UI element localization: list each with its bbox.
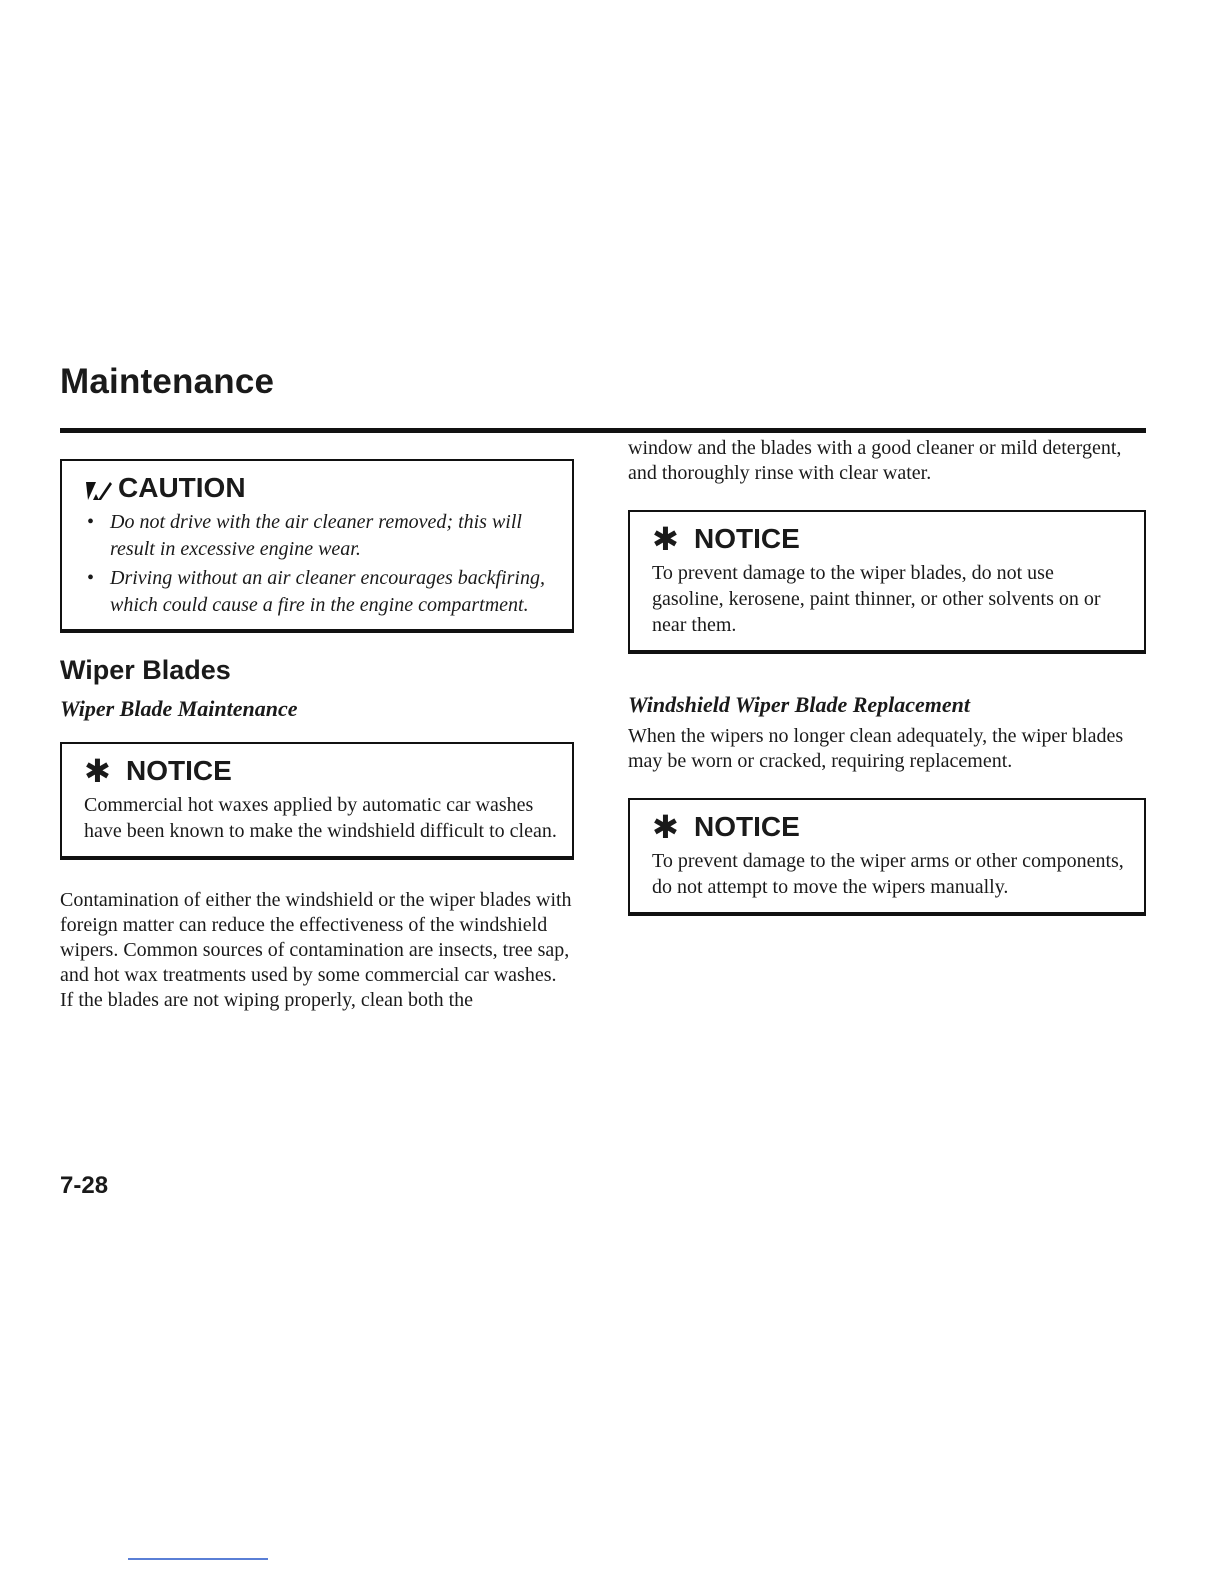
notice-heading-label: NOTICE: [694, 811, 800, 842]
continuation-paragraph: window and the blades with a good cleaner or mild detergent, and thoroughly rinse with clear water.: [628, 437, 1122, 484]
notice-heading-label: NOTICE: [694, 523, 800, 554]
caution-list: [84, 509, 558, 619]
asterisk-notice-icon: ✱: [652, 520, 679, 558]
asterisk-notice-icon: ✱: [652, 808, 679, 846]
subheading-wiper-blade-maintenance: Wiper Blade Maintenance: [60, 696, 298, 721]
contamination-paragraph: Contamination of either the windshield or the wiper blades with foreign matter can reduce the effectiveness of the windshield wipers. Common sources of contamination are insects, tree sap, and hot wax treatments used by some commercial car washes. If the blades are not wiping properly, clean both the: [60, 889, 572, 1011]
bottom-rule: [128, 1558, 268, 1560]
notice-box-hot-wax: [60, 742, 574, 860]
caution-item: [84, 509, 558, 563]
notice-heading: [84, 754, 558, 788]
notice-heading-label: NOTICE: [126, 755, 232, 786]
page-title: Maintenance: [60, 362, 275, 401]
notice-text: To prevent damage to the wiper arms or other components, do not attempt to move the wipers manually.: [652, 850, 1124, 898]
caution-item-text: Driving without an air cleaner encourages backfiring, which could cause a fire in the engine compartment.: [110, 567, 545, 616]
notice-box-wiper-arms: [628, 798, 1146, 916]
caution-box: [60, 459, 574, 633]
bullet-icon: •: [87, 567, 95, 589]
notice-box-solvents: [628, 510, 1146, 654]
replacement-paragraph: When the wipers no longer clean adequately, the wiper blades may be worn or cracked, requiring replacement.: [628, 725, 1124, 772]
subheading-wiper-blade-replacement: Windshield Wiper Blade Replacement: [628, 692, 971, 717]
notice-heading: [652, 522, 1130, 556]
notice-heading: [652, 810, 1130, 844]
caution-item: [84, 565, 558, 619]
asterisk-notice-icon: ✱: [84, 752, 111, 790]
right-column: [628, 437, 1146, 916]
notice-text: Commercial hot waxes applied by automatic car washes have been known to make the windshield difficult to clean.: [84, 794, 557, 842]
bullet-icon: •: [87, 511, 95, 533]
notice-text: To prevent damage to the wiper blades, do not use gasoline, kerosene, paint thinner, or other solvents on or near them.: [652, 562, 1101, 636]
title-rule: [60, 428, 1146, 433]
left-column: [60, 440, 574, 1013]
section-heading-wiper-blades: Wiper Blades: [60, 655, 231, 685]
caution-heading: [84, 471, 558, 505]
caution-heading-label: CAUTION: [118, 472, 246, 503]
caution-item-text: Do not drive with the air cleaner removed; this will result in excessive engine wear.: [110, 511, 522, 560]
page-number: 7-28: [60, 1172, 109, 1199]
caution-triangle-icon: [84, 476, 114, 500]
